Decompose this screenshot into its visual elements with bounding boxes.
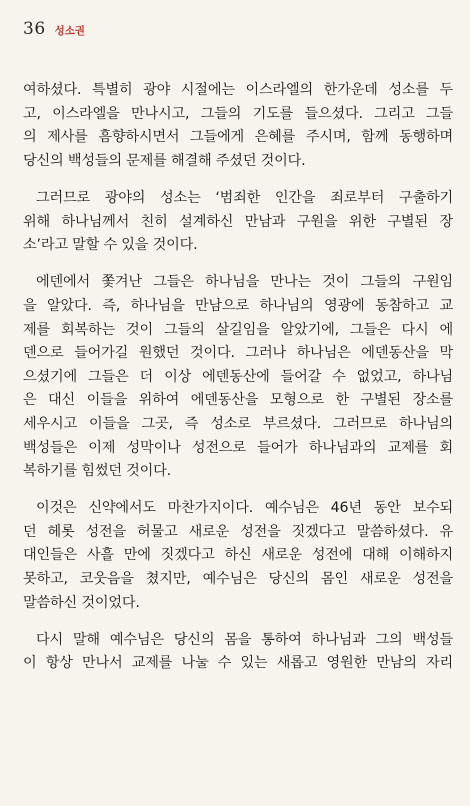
text-line: 말씀하신 것이었다. [23, 594, 140, 611]
text-line: 당신의 백성들의 문제를 해결해 주셨던 것이다. [23, 152, 306, 169]
text-line: 복하기를 힘썼던 것이다. [23, 463, 171, 480]
text-line: 세우시고 이들을 그곳, 즉 성소로 부르셨다. 그러므로 하나님의 [23, 415, 453, 432]
text-line: 대인들은 사흘 만에 짓겠다고 하신 새로운 성전에 대해 이해하지 [23, 547, 453, 564]
text-line: 은 대신 이들을 위하여 에덴동산을 모형으로 한 구별된 장소를 [23, 392, 453, 409]
page-number: 36 [23, 19, 46, 39]
text-line: 그러므로 광야의 성소는 ‘범죄한 인간을 죄로부터 구출하기 [36, 189, 453, 206]
paragraph [23, 79, 453, 173]
text-line: 제를 회복하는 것이 그들의 살길임을 알았기에, 그들은 다시 에 [23, 321, 453, 338]
paragraph [23, 187, 453, 258]
text-line: 이것은 신약에서도 마찬가지이다. 예수님은 46년 동안 보수되 [36, 500, 453, 517]
paragraph [23, 271, 453, 483]
text-line: 던 헤롯 성전을 허물고 새로운 성전을 짓겠다고 말씀하셨다. 유 [23, 523, 453, 540]
running-title: 성소권 [54, 25, 86, 37]
text-line: 덴으로 들어가길 원했던 것이다. 그러나 하나님은 에덴동산을 막 [23, 345, 453, 362]
text-line: 으셨기에 그들은 더 이상 에덴동산에 들어갈 수 없었고, 하나님 [23, 368, 453, 385]
body-text [23, 79, 453, 690]
text-line: 못하고, 코웃음을 쳤지만, 예수님은 당신의 몸인 새로운 성전을 [23, 571, 453, 588]
text-line: 위해 하나님께서 친히 설계하신 만남과 구원을 위한 구별된 장 [23, 213, 453, 230]
text-line: 고, 이스라엘을 만나시고, 그들의 기도를 들으셨다. 그리고 그들 [23, 105, 453, 122]
paragraph [23, 497, 453, 615]
text-line: 이 항상 만나서 교제를 나눌 수 있는 새롭고 영원한 만남의 자리 [23, 655, 453, 672]
text-line: 을 알았다. 즉, 하나님을 만남으로 하나님의 영광에 동참하고 교 [23, 297, 453, 314]
text-line: 다시 말해 예수님은 당신의 몸을 통하여 하나님과 그의 백성들 [36, 631, 453, 648]
text-line: 에덴에서 쫓겨난 그들은 하나님을 만나는 것이 그들의 구원임 [36, 274, 453, 291]
text-line: 소’라고 말할 수 있을 것이다. [23, 237, 198, 254]
page-header [23, 19, 85, 39]
text-line: 의 제사를 흠향하시면서 그들에게 은혜를 주시며, 함께 동행하며 [23, 129, 453, 146]
text-line: 백성들은 이제 성막이나 성전으로 들어가 하나님과의 교제를 회 [23, 439, 453, 456]
paragraph [23, 629, 453, 676]
text-line: 여하셨다. 특별히 광야 시절에는 이스라엘의 한가운데 성소를 두 [23, 82, 453, 98]
